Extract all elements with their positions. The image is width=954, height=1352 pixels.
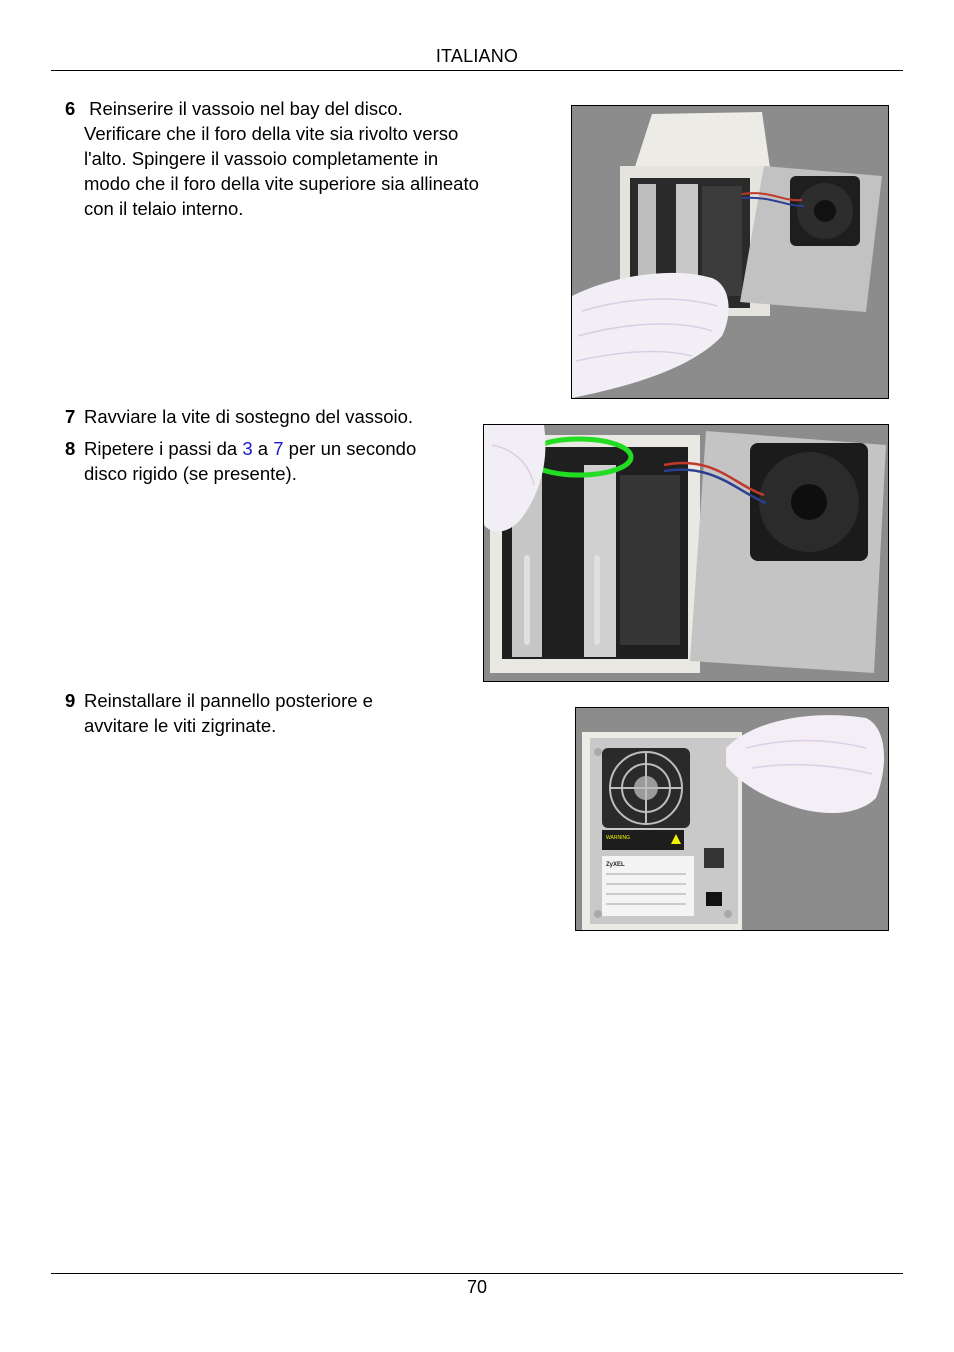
step-text [84, 688, 373, 738]
step-line: Ravviare la vite di sostegno del vassoio. [84, 406, 414, 427]
step-line: avvitare le viti zigrinate. [84, 715, 277, 736]
step-text-segment: per un secondo [283, 438, 417, 459]
step-line: Reinstallare il pannello posteriore e [84, 690, 373, 711]
step-3-link[interactable]: 3 [242, 438, 253, 459]
step-line: disco rigido (se presente). [84, 463, 297, 484]
step-line: Reinserire il vassoio nel bay del disco. [84, 98, 403, 119]
page-number: 70 [466, 1277, 488, 1297]
footer-rule [51, 1273, 903, 1274]
step-line: con il telaio interno. [84, 198, 244, 219]
page-header-title: ITALIANO [435, 46, 519, 66]
step-text [84, 96, 479, 221]
step-line [84, 436, 416, 461]
photo-rear-panel [575, 707, 889, 931]
step-number: 9 [65, 690, 76, 711]
photo-retaining-screw [483, 424, 889, 682]
step-line: Verificare che il foro della vite sia rivolto verso [84, 123, 459, 144]
warning-label-text: WARNING [606, 835, 630, 841]
step-text-segment: a [252, 438, 274, 459]
step-line: l'alto. Spingere il vassoio completamente in [84, 148, 439, 169]
step-7-link[interactable]: 7 [273, 438, 284, 459]
photo-tray-insertion [571, 105, 889, 399]
step-number: 6 [65, 98, 76, 119]
step-number: 8 [65, 438, 76, 459]
step-number: 7 [65, 406, 76, 427]
step-text [84, 436, 416, 486]
step-line: modo che il foro della vite superiore sia allineato [84, 173, 479, 194]
step-text [84, 404, 413, 429]
brand-label-text: ZyXEL [606, 862, 625, 868]
step-text-segment: Ripetere i passi da [84, 438, 243, 459]
header-rule [51, 70, 903, 71]
